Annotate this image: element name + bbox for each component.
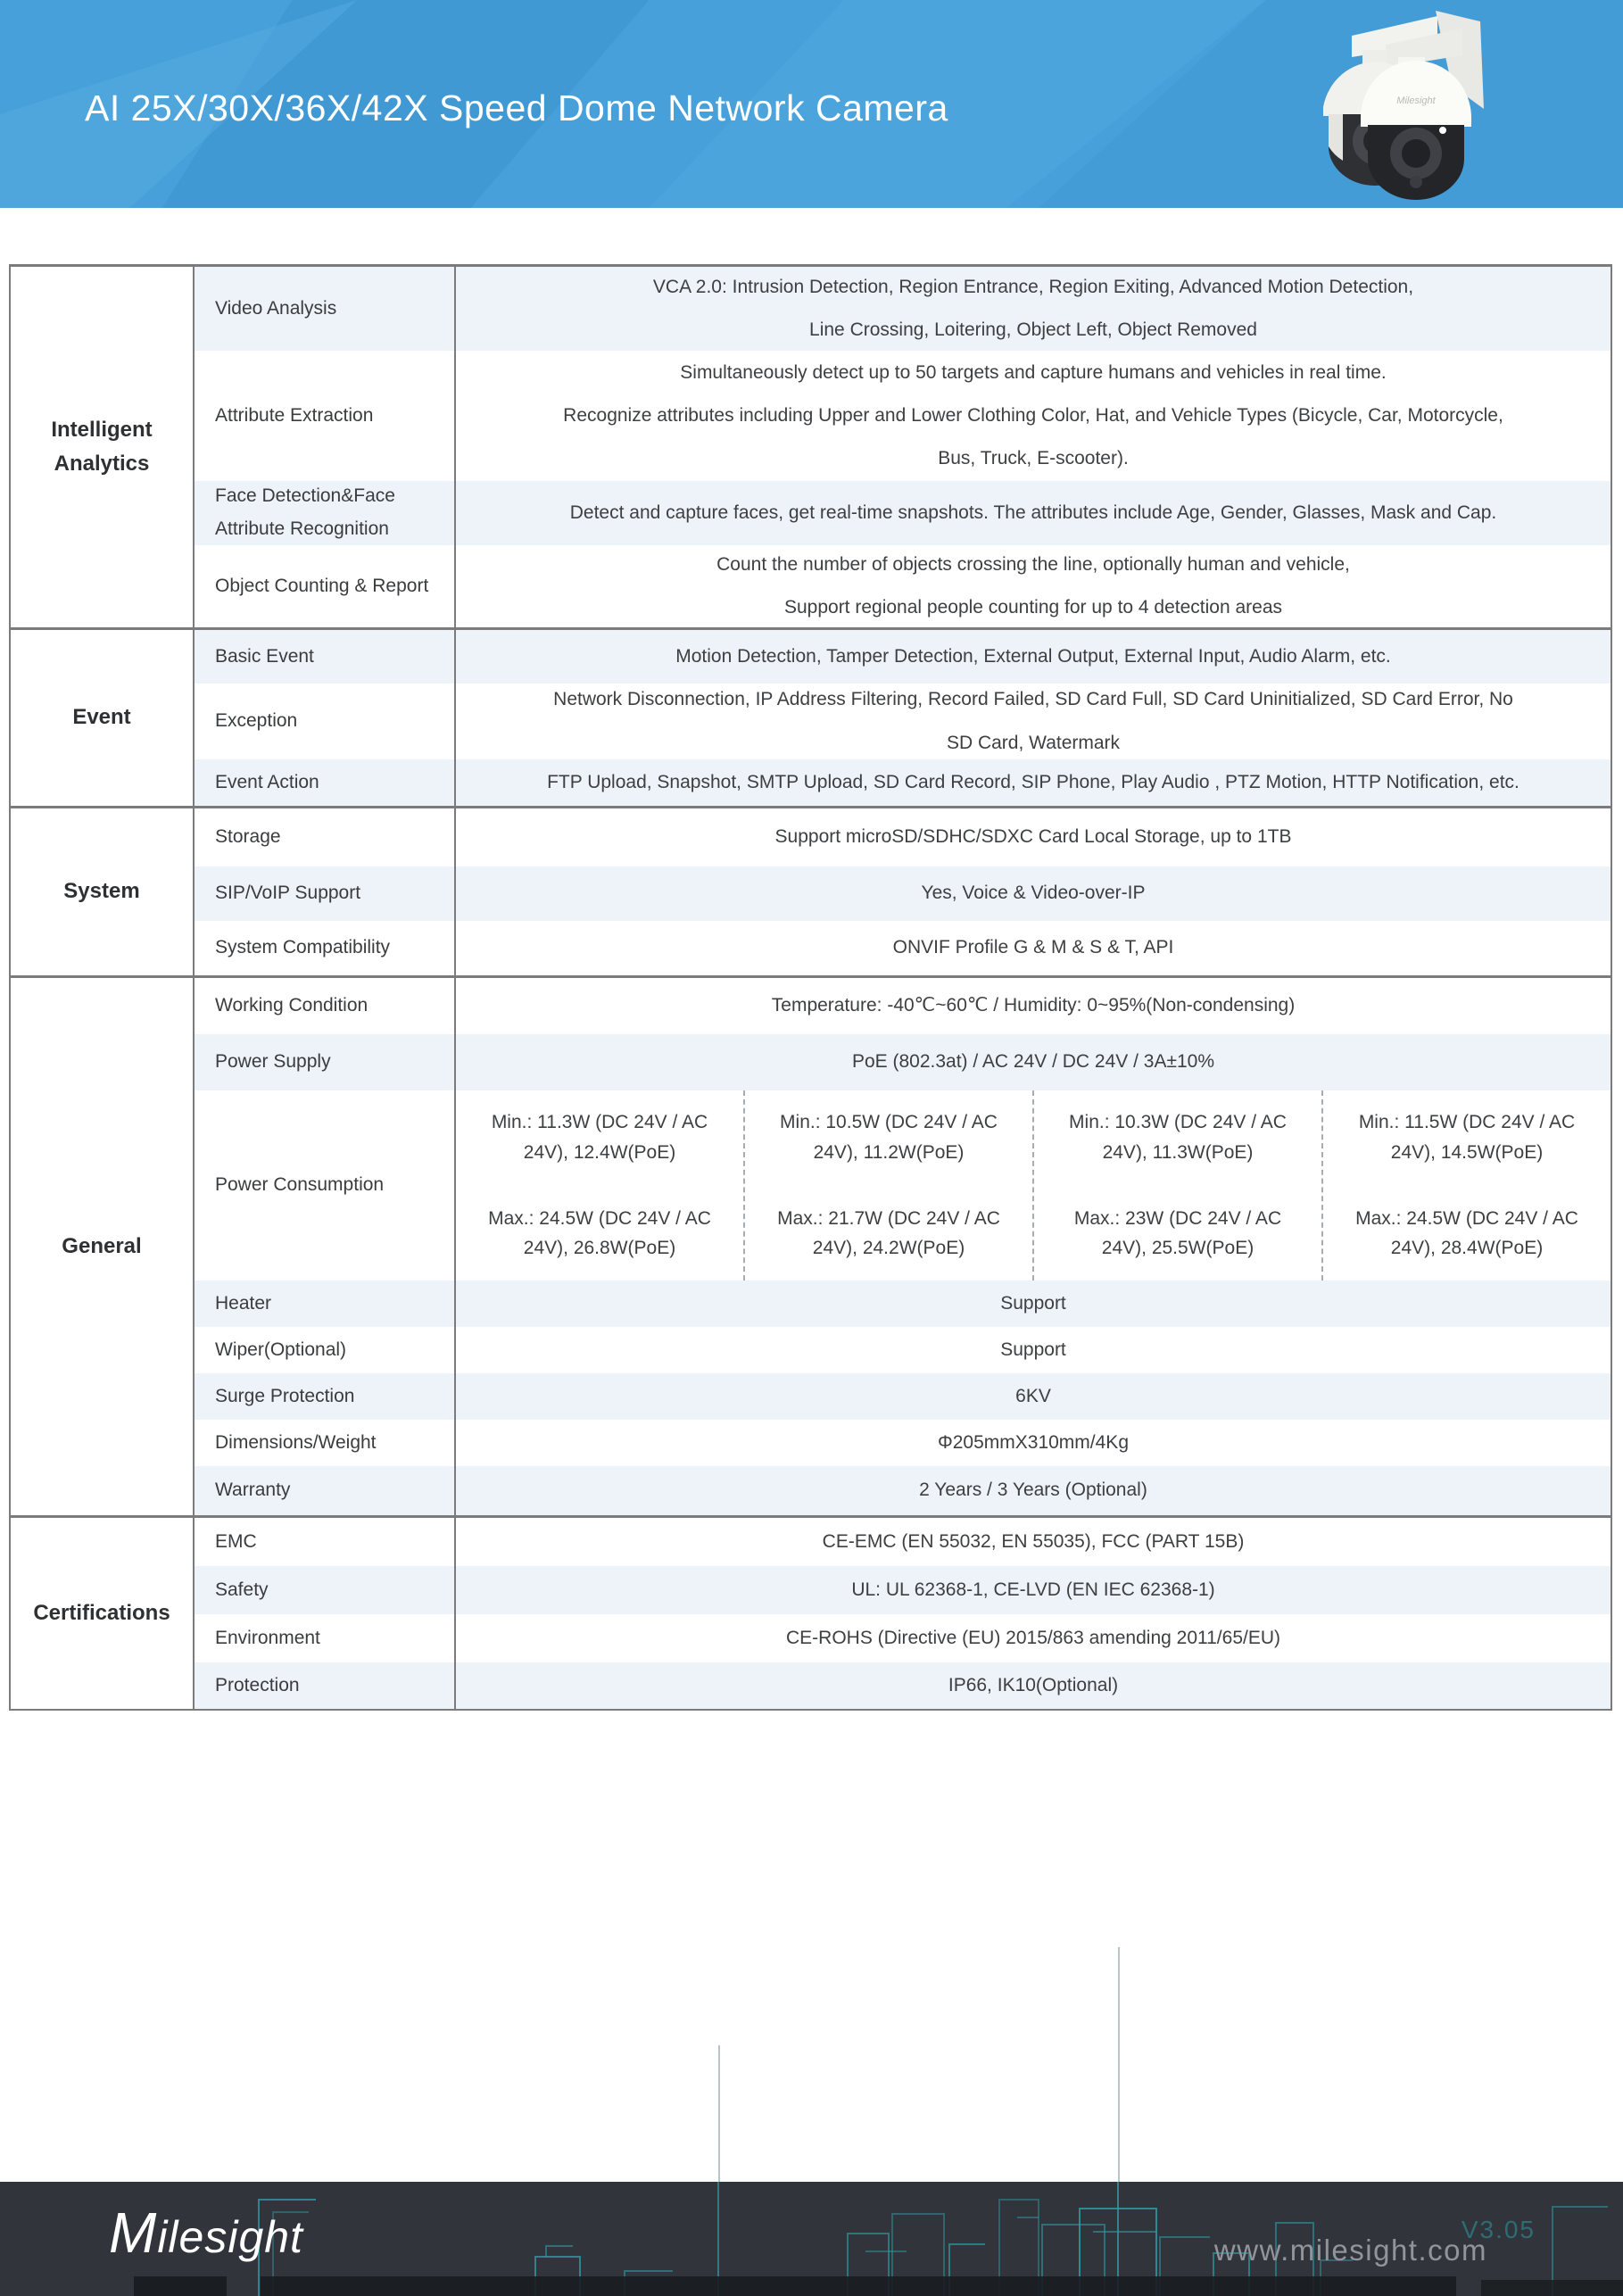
- spec-line: UL: UL 62368-1, CE-LVD (EN IEC 62368-1): [851, 1579, 1215, 1600]
- spec-label-video-analysis: Video Analysis: [195, 267, 456, 351]
- section-event: [11, 627, 1611, 806]
- spec-line: PoE (802.3at) / AC 24V / DC 24V / 3A±10%: [851, 1051, 1215, 1073]
- spec-line: Network Disconnection, IP Address Filtering, Record Failed, SD Card Full, SD Card Uninitialized, SD Card Error, No: [553, 689, 1513, 710]
- section-category: Event: [11, 630, 195, 806]
- section-category: Certifications: [11, 1518, 195, 1709]
- power-consumption-column-42x: [1323, 1090, 1611, 1281]
- spec-line: 2 Years / 3 Years (Optional): [919, 1480, 1147, 1501]
- spec-value-power-consumption: [456, 1090, 1611, 1281]
- spec-label-object-counting: Object Counting & Report: [195, 545, 456, 627]
- page-header: [0, 0, 1623, 208]
- skyline-antenna-line: [718, 2045, 720, 2182]
- power-min: Min.: 11.3W (DC 24V / AC 24V), 12.4W(PoE): [491, 1112, 708, 1163]
- spec-value-event-action: [456, 759, 1611, 806]
- spec-value-safety: [456, 1566, 1611, 1614]
- spec-value-working-condition: [456, 978, 1611, 1034]
- website-link[interactable]: www.milesight.com: [1213, 2234, 1487, 2267]
- power-consumption-column-36x: [1034, 1090, 1323, 1281]
- spec-line: Support: [1000, 1292, 1066, 1314]
- skyline-antenna-line: [1118, 1947, 1120, 2182]
- power-min: Min.: 10.3W (DC 24V / AC 24V), 11.3W(PoE): [1069, 1112, 1287, 1163]
- spec-line: FTP Upload, Snapshot, SMTP Upload, SD Card Record, SIP Phone, Play Audio , PTZ Motion, HTTP Notification, etc.: [547, 771, 1519, 792]
- spec-label-warranty: Warranty: [195, 1466, 456, 1515]
- specification-table: [9, 264, 1612, 1711]
- spec-label-protection: Protection: [195, 1662, 456, 1709]
- spec-line: VCA 2.0: Intrusion Detection, Region Entrance, Region Exiting, Advanced Motion Detection,: [652, 276, 1414, 297]
- spec-value-object-counting: [456, 545, 1611, 627]
- spec-value-attribute-extraction: [456, 351, 1611, 481]
- spec-label-system-compatibility: System Compatibility: [195, 921, 456, 975]
- power-consumption-column-30x: [745, 1090, 1034, 1281]
- power-max: Max.: 24.5W (DC 24V / AC 24V), 28.4W(PoE): [1355, 1207, 1578, 1259]
- spec-value-basic-event: [456, 630, 1611, 684]
- spec-line: ONVIF Profile G & M & S & T, API: [892, 937, 1174, 958]
- spec-value-surge-protection: [456, 1373, 1611, 1420]
- spec-value-power-supply: [456, 1034, 1611, 1090]
- milesight-logo: [109, 2200, 303, 2266]
- milesight-logo-text: ilesight: [157, 2212, 303, 2262]
- spec-label-sip-voip: SIP/VoIP Support: [195, 866, 456, 921]
- power-min: Min.: 10.5W (DC 24V / AC 24V), 11.2W(PoE): [780, 1112, 998, 1163]
- spec-value-sip-voip: [456, 866, 1611, 921]
- spec-label-storage: Storage: [195, 808, 456, 866]
- spec-label-event-action: Event Action: [195, 759, 456, 806]
- spec-line: Φ205mmX310mm/4Kg: [937, 1431, 1129, 1453]
- power-max: Max.: 21.7W (DC 24V / AC 24V), 24.2W(PoE): [777, 1207, 1000, 1259]
- spec-value-storage: [456, 808, 1611, 866]
- spec-value-exception: [456, 684, 1611, 759]
- spec-value-video-analysis: [456, 267, 1611, 351]
- spec-label-working-condition: Working Condition: [195, 978, 456, 1034]
- spec-value-protection: [456, 1662, 1611, 1709]
- spec-line: Bus, Truck, E-scooter).: [938, 448, 1129, 469]
- spec-label-power-consumption: Power Consumption: [195, 1090, 456, 1281]
- spec-line: CE-EMC (EN 55032, EN 55035), FCC (PART 15B): [822, 1530, 1245, 1552]
- spec-label-face-detection: Face Detection&Face Attribute Recognition: [195, 481, 456, 545]
- spec-line: Simultaneously detect up to 50 targets and capture humans and vehicles in real time.: [680, 361, 1387, 383]
- spec-label-exception: Exception: [195, 684, 456, 759]
- power-max: Max.: 24.5W (DC 24V / AC 24V), 26.8W(PoE): [488, 1207, 711, 1259]
- spec-line: Count the number of objects crossing the line, optionally human and vehicle,: [716, 553, 1350, 575]
- section-intelligent-analytics: [11, 267, 1611, 627]
- section-general: [11, 975, 1611, 1515]
- spec-line: Detect and capture faces, get real-time snapshots. The attributes include Age, Gender, Glasses, Mask and Cap.: [569, 501, 1497, 523]
- spec-line: IP66, IK10(Optional): [948, 1674, 1119, 1695]
- spec-value-face-detection: [456, 481, 1611, 545]
- spec-line: Recognize attributes including Upper and Lower Clothing Color, Hat, and Vehicle Types (Bicycle, Car, Motorcycle,: [563, 404, 1503, 426]
- version-label: V3.05: [1461, 2216, 1536, 2243]
- spec-value-heater: [456, 1281, 1611, 1327]
- power-min: Min.: 11.5W (DC 24V / AC 24V), 14.5W(PoE): [1358, 1112, 1576, 1163]
- spec-label-surge-protection: Surge Protection: [195, 1373, 456, 1420]
- section-category: System: [11, 808, 195, 975]
- spec-label-safety: Safety: [195, 1566, 456, 1614]
- spec-line: Support: [1000, 1339, 1066, 1360]
- spec-line: Motion Detection, Tamper Detection, External Output, External Input, Audio Alarm, etc.: [675, 645, 1391, 667]
- spec-line: CE-ROHS (Directive (EU) 2015/863 amending 2011/65/EU): [785, 1627, 1281, 1648]
- spec-line: Support regional people counting for up to 4 detection areas: [783, 597, 1283, 618]
- page-footer: [0, 2182, 1623, 2296]
- spec-line: Line Crossing, Loitering, Object Left, Object Removed: [809, 319, 1257, 340]
- spec-label-wiper: Wiper(Optional): [195, 1327, 456, 1373]
- spec-label-dimensions-weight: Dimensions/Weight: [195, 1420, 456, 1466]
- section-certifications: [11, 1515, 1611, 1709]
- spec-value-warranty: [456, 1466, 1611, 1515]
- spec-label-emc: EMC: [195, 1518, 456, 1566]
- spec-line: Temperature: -40℃~60℃ / Humidity: 0~95%(Non-condensing): [771, 995, 1296, 1016]
- svg-text:Milesight: Milesight: [1396, 95, 1436, 106]
- power-max: Max.: 23W (DC 24V / AC 24V), 25.5W(PoE): [1073, 1207, 1282, 1259]
- spec-label-basic-event: Basic Event: [195, 630, 456, 684]
- spec-label-environment: Environment: [195, 1614, 456, 1662]
- speed-dome-camera-image: [1302, 4, 1491, 207]
- spec-value-emc: [456, 1518, 1611, 1566]
- spec-label-heater: Heater: [195, 1281, 456, 1327]
- milesight-logo-m: M: [109, 2201, 158, 2265]
- power-consumption-column-25x: [456, 1090, 745, 1281]
- section-system: [11, 806, 1611, 975]
- spec-label-power-supply: Power Supply: [195, 1034, 456, 1090]
- spec-line: SD Card, Watermark: [946, 732, 1121, 753]
- spec-value-environment: [456, 1614, 1611, 1662]
- spec-value-dimensions-weight: [456, 1420, 1611, 1466]
- section-category: Intelligent Analytics: [11, 267, 195, 627]
- spec-value-system-compatibility: [456, 921, 1611, 975]
- spec-value-wiper: [456, 1327, 1611, 1373]
- page-title: AI 25X/30X/36X/42X Speed Dome Network Camera: [85, 87, 948, 128]
- spec-line: Support microSD/SDHC/SDXC Card Local Storage, up to 1TB: [774, 826, 1292, 848]
- spec-line: 6KV: [1015, 1385, 1051, 1406]
- spec-line: Yes, Voice & Video-over-IP: [921, 883, 1146, 904]
- spec-label-attribute-extraction: Attribute Extraction: [195, 351, 456, 481]
- section-category: General: [11, 978, 195, 1515]
